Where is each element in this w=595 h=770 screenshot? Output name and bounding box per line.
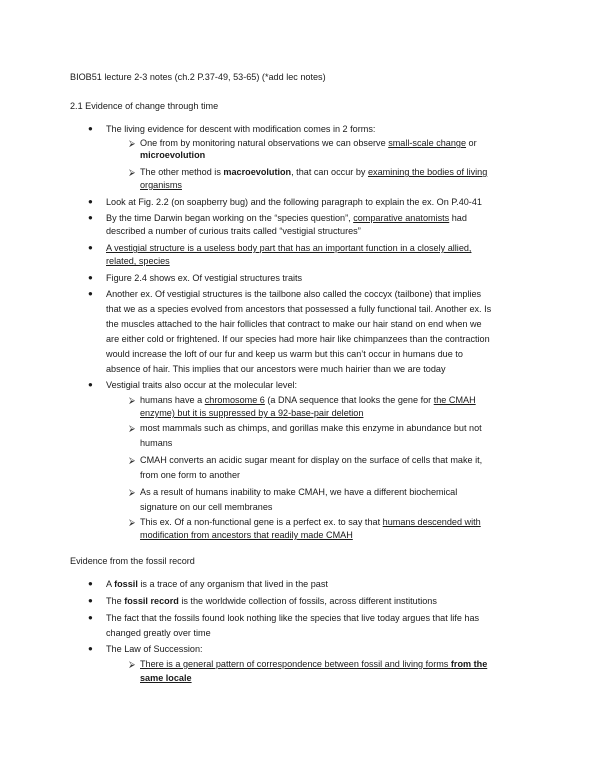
bullet-text: described a number of curious traits called “vestigial structures” [106,226,361,236]
section-heading: 2.1 Evidence of change through time [70,101,219,111]
bullet-icon: ● [88,579,93,588]
bullet-text: The fact that the fossils found look nothing like the species that live today argues that life has [106,613,480,623]
bullet-text: absence of hair. This implies that our ancestors were much hairier than we are today [106,364,446,374]
sub-bullet-text: signature on our cell membranes [140,502,273,512]
bullet-text: would increase the loft of our fur and keep us warm but this can’t occur in humans due to [106,349,463,359]
sub-bullet-text: CMAH converts an acidic sugar meant for display on the surface of cells that make it, [140,455,483,465]
doc-title: BIOB51 lecture 2-3 notes (ch.2 P.37-49, 53-65) (*add lec notes) [70,72,326,82]
sub-bullet-text: The other method is macroevolution, that can occur by examining the bodies of living [140,167,488,177]
bullet-text: A vestigial structure is a useless body part that has an important function in a closely allied, [106,243,472,253]
bullet-icon: ● [88,644,93,653]
sub-bullet-text: As a result of humans inability to make CMAH, we have a different biochemical [140,487,458,497]
bullet-text: are either cold or frightened. If our species had more hair like chimpanzees than the contraction [106,334,490,344]
bullet-text: Figure 2.4 shows ex. Of vestigial structures traits [106,273,303,283]
arrow-bullet-icon: ⮚ [129,138,136,148]
bullet-icon: ● [88,380,93,389]
bullet-text: changed greatly over time [106,628,211,638]
sub-bullet-text: same locale [140,673,192,683]
sub-bullet-text: humans [140,438,173,448]
arrow-bullet-icon: ⮚ [129,455,136,465]
arrow-bullet-icon: ⮚ [129,517,136,527]
sub-bullet-text: modification from ancestors that readily made CMAH [140,530,353,540]
sub-bullet-text: There is a general pattern of correspondence between fossil and living forms from the [140,659,488,669]
bullet-text: related, species [106,256,170,266]
bullet-icon: ● [88,613,93,622]
bullet-icon: ● [88,273,93,282]
sub-bullet-text: microevolution [140,150,206,160]
bullet-icon: ● [88,596,93,605]
bullet-text: A fossil is a trace of any organism that lived in the past [106,579,328,589]
bullet-text: Vestigial traits also occur at the molecular level: [106,380,298,390]
sub-bullet-text: enzyme) but it is suppressed by a 92-base-pair deletion [140,408,364,418]
bullet-text: the muscles attached to the hair follicles that contract to make our hair stand on end when we [106,319,482,329]
sub-bullet-text: humans have a chromosome 6 (a DNA sequence that looks the gene for the CMAH [140,395,476,405]
bullet-text: The fossil record is the worldwide collection of fossils, across different institutions [106,596,437,606]
bullet-text: The Law of Succession: [106,644,203,654]
sub-bullet-text: This ex. Of a non-functional gene is a perfect ex. to say that humans descended with [140,517,481,527]
bullet-icon: ● [88,289,93,298]
sub-bullet-text: from one form to another [140,470,241,480]
arrow-bullet-icon: ⮚ [129,487,136,497]
bullet-icon: ● [88,124,93,133]
sub-bullet-text: One from by monitoring natural observations we can observe small-scale change or [140,138,477,148]
bullet-text: The living evidence for descent with modification comes in 2 forms: [106,124,376,134]
bullet-text: that we as a species evolved from ancestors that possessed a fully functional tail. Another ex. Is [106,304,492,314]
sub-bullet-text: most mammals such as chimps, and gorillas make this enzyme in abundance but not [140,423,482,433]
bullet-icon: ● [88,243,93,252]
arrow-bullet-icon: ⮚ [129,395,136,405]
bullet-icon: ● [88,213,93,222]
section-heading: Evidence from the fossil record [70,556,195,566]
bullet-text: By the time Darwin began working on the “species question”, comparative anatomists had [106,213,467,223]
arrow-bullet-icon: ⮚ [129,659,136,669]
arrow-bullet-icon: ⮚ [129,167,136,177]
arrow-bullet-icon: ⮚ [129,423,136,433]
bullet-text: Look at Fig. 2.2 (on soapberry bug) and the following paragraph to explain the ex. On P.40-41 [106,197,482,207]
bullet-text: Another ex. Of vestigial structures is the tailbone also called the coccyx (tailbone) that implies [106,289,482,299]
bullet-icon: ● [88,197,93,206]
sub-bullet-text: organisms [140,180,182,190]
